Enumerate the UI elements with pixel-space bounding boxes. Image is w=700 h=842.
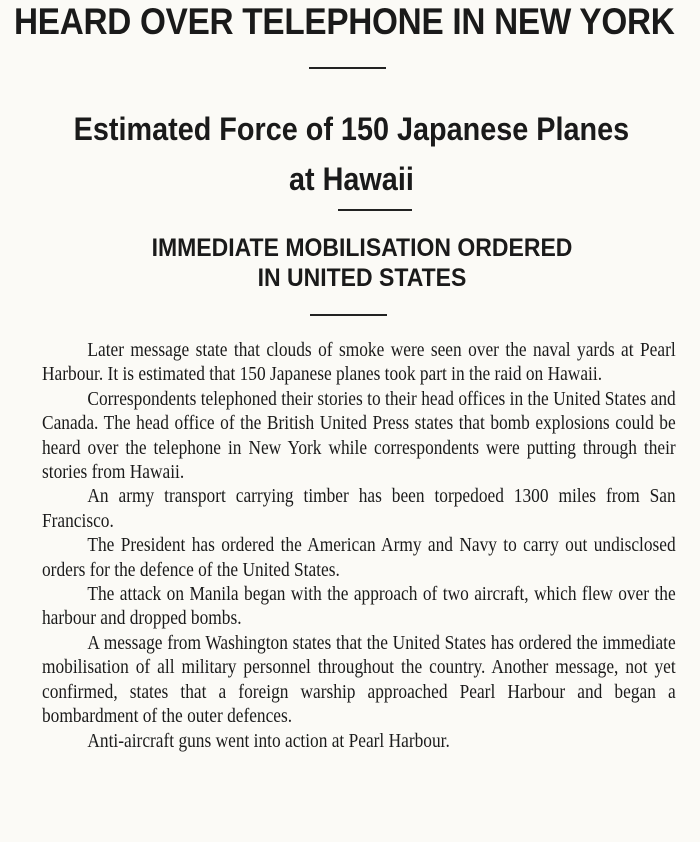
rule-1 bbox=[309, 67, 386, 69]
paragraph-4: The President has ordered the American Army and Navy to carry out undisclosed orders for the defence of the United States. bbox=[42, 535, 676, 581]
paragraph-7: Anti-aircraft guns went into action at Pearl Harbour. bbox=[87, 730, 450, 752]
article-body bbox=[42, 339, 676, 754]
deck-line-1: IMMEDIATE MOBILISATION ORDERED bbox=[151, 234, 573, 262]
paragraph-2: Correspondents telephoned their stories to their head offices in the United States and Canada. The head office of the British United Press states that bomb explosions could be heard over the telephone in New York while correspondents were putting through their stories from Hawaii. bbox=[42, 388, 676, 484]
rule-2 bbox=[338, 209, 412, 211]
subheadline-line-2: at Hawaii bbox=[288, 161, 414, 197]
paragraph-5: The attack on Manila began with the approach of two aircraft, which flew over the harbour and dropped bombs. bbox=[42, 584, 676, 630]
rule-3 bbox=[310, 314, 387, 316]
paragraph-6: A message from Washington states that the United States has ordered the immediate mobilisation of all military personnel throughout the country. Another message, not yet confirmed, states that a foreign warship approached Pearl Harbour and began a bombardment of the outer defences. bbox=[42, 632, 676, 728]
paragraph-3: An army transport carrying timber has been torpedoed 1300 miles from San Francisco. bbox=[42, 486, 676, 532]
subheadline-line-1: Estimated Force of 150 Japanese Planes bbox=[73, 111, 630, 147]
headline: HEARD OVER TELEPHONE IN NEW YORK bbox=[14, 1, 675, 42]
paragraph-1: Later message state that clouds of smoke were seen over the naval yards at Pearl Harbour. It is estimated that 150 Japanese planes took part in the raid on Hawaii. bbox=[42, 340, 676, 386]
deck-line-2: IN UNITED STATES bbox=[257, 264, 467, 292]
